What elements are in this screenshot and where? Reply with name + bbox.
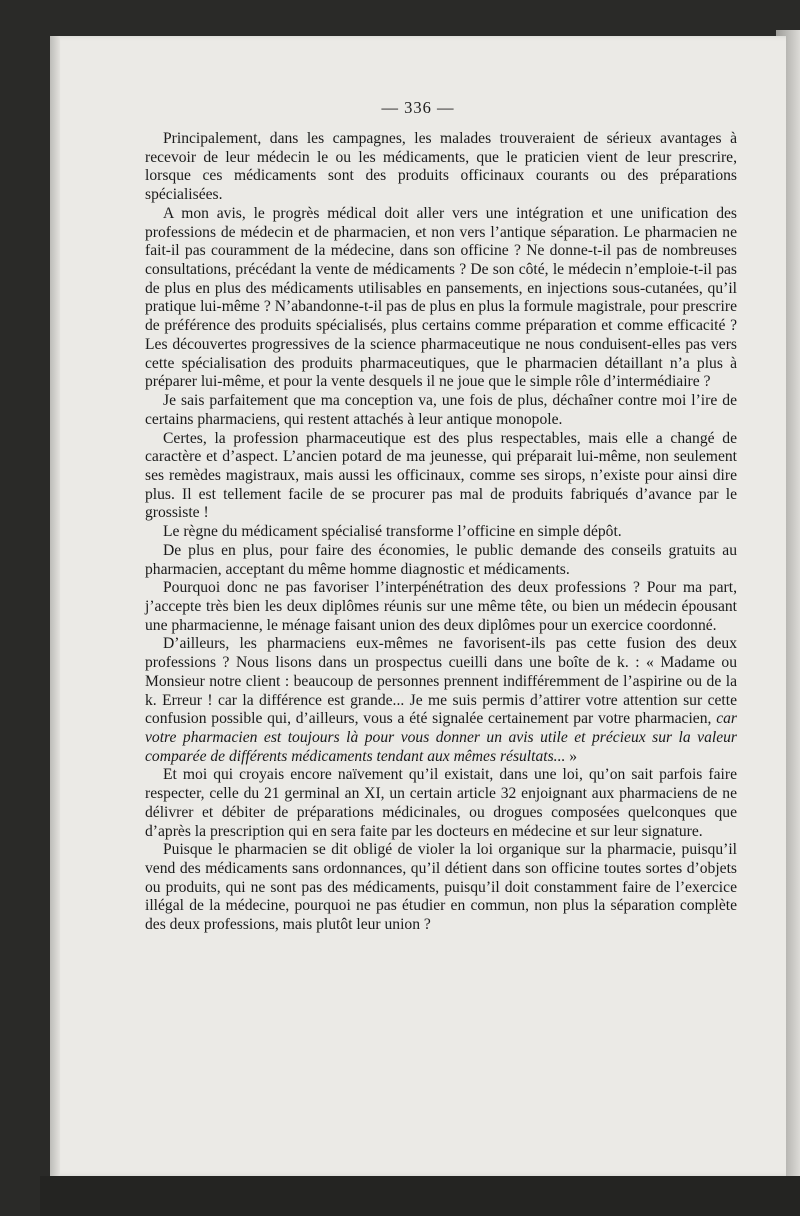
paragraph-4: Certes, la profession pharmaceutique est des plus respectables, mais elle a changé de caractère et d’aspect. L’ancien potard de ma jeunesse, qui préparait lui-même, non seulement ses remèdes magistraux, mais aussi les officinaux, comme ses sirops, n’existe pour ainsi dire plus. Il est tellement facile de se procurer pas mal de produits fabriqués d’avance par le grossiste ! (145, 429, 737, 522)
page-binding-edge (50, 36, 60, 1176)
page-number: — 336 — (381, 98, 455, 117)
scan-background (40, 1176, 800, 1216)
body-text (145, 130, 737, 935)
paragraph-8-text: D’ailleurs, les pharmaciens eux-mêmes ne favorisent-ils pas cette fusion des deux professions ? Nous lisons dans un prospectus cueilli dans une boîte de k. : « Madame ou Monsieur notre client : beaucoup de personnes prennent indifféremment de l’aspirine ou de la k. Erreur ! car la différence est grande... Je me suis permis d’attirer votre attention sur cette confusion possible qui, d’ailleurs, vous a été signalée certainement par votre pharmacien, (145, 635, 737, 728)
paragraph-10: Puisque le pharmacien se dit obligé de violer la loi organique sur la pharmacie, puisqu’il vend des médicaments sans ordonnances, qu’il détient dans son officine toutes sortes d’objets ou produits, qui ne sont pas des médicaments, puisqu’il doit constamment faire de l’exercice illégal de la médecine, pourquoi ne pas étudier en commun, non plus la séparation complète des deux professions, mais plutôt leur union ? (145, 841, 737, 934)
paragraph-7: Pourquoi donc ne pas favoriser l’interpénétration des deux professions ? Pour ma part, j’accepte très bien les deux diplômes réunis sur une même tête, ou bien un médecin épousant une pharmacienne, le ménage faisant union des deux diplômes pour un exercice coordonné. (145, 579, 737, 634)
paragraph-8-italic-quote: car votre pharmacien est toujours là pour vous donner un avis utile et précieux sur la valeur comparée de différents médicaments tendant aux mêmes résultats... (145, 710, 737, 765)
paragraph-9: Et moi qui croyais encore naïvement qu’il existait, dans une loi, qu’on sait parfois faire respecter, celle du 21 germinal an XI, un certain article 32 enjoignant aux pharmaciens de ne délivrer et débiter de préparations médicinales, ou drogues composées quelconques que d’après la prescription qui en sera faite par les docteurs en médecine et sur leur signature. (145, 766, 737, 840)
paragraph-5: Le règne du médicament spécialisé transforme l’officine en simple dépôt. (163, 523, 622, 541)
paragraph-8-tail: » (565, 747, 578, 765)
paragraph-3: Je sais parfaitement que ma conception va, une fois de plus, déchaîner contre moi l’ire de certains pharmaciens, qui restent attachés à leur antique monopole. (145, 392, 737, 428)
paragraph-6: De plus en plus, pour faire des économies, le public demande des conseils gratuits au pharmacien, acceptant du même homme diagnostic et médicaments. (145, 541, 737, 578)
paragraph-8 (145, 635, 737, 766)
book-page (50, 36, 786, 1176)
paragraph-1: Principalement, dans les campagnes, les malades trouveraient de sérieux avantages à recevoir de leur médecin le ou les médicaments, que le praticien vient de leur prescrire, lorsque ces médicaments sont des produits officinaux courants ou des préparations spécialisées. (145, 130, 737, 204)
paragraph-2: A mon avis, le progrès médical doit aller vers une intégration et une unification des professions de médecin et de pharmacien, et non vers l’antique séparation. Le pharmacien ne fait-il pas couramment de la médecine, dans son officine ? Ne donne-t-il pas de nombreuses consultations, précédant la vente de médicaments ? De son côté, le médecin n’emploie-t-il pas de plus en plus des médicaments utilisables en pansements, en injections sous-cutanées, qu’il pratique lui-même ? N’abandonne-t-il pas de plus en plus la formule magistrale, pour prescrire de préférence des produits spécialisés, plus certains comme préparation et comme efficacité ? Les découvertes progressives de la science pharmaceutique ne nous conduisent-elles pas vers cette spécialisation des produits pharmaceutiques, que le pharmacien détaillant n’a plus à préparer lui-même, et pour la vente desquels il ne joue que le simple rôle d’intermédiaire ? (145, 204, 737, 391)
